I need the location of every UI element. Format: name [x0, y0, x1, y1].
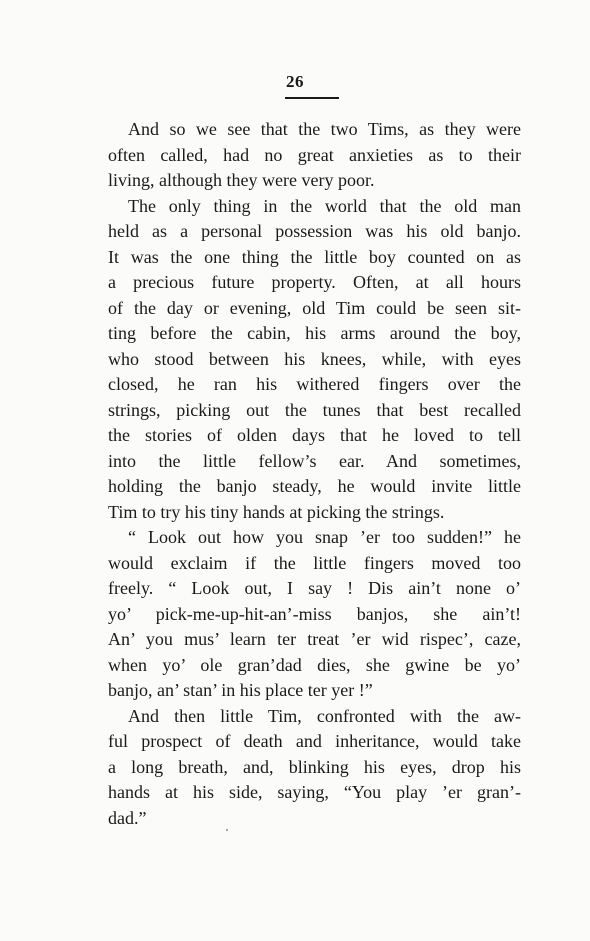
text-line: It was the one thing the little boy counted on as: [108, 246, 521, 267]
paper-speck: [226, 829, 228, 831]
text-line: who stood between his knees, while, with eyes: [108, 348, 521, 369]
text-line: into the little fellow’s ear. And sometimes,: [108, 450, 521, 471]
text-line: a precious future property. Often, at all hours: [108, 272, 521, 292]
text-line: banjo, an’ stan’ in his place ter yer !”: [108, 680, 373, 700]
text-line: And so we see that the two Tims, as they were: [128, 119, 521, 139]
body-text: [108, 117, 521, 831]
text-line: of the day or evening, old Tim could be seen sit-: [108, 297, 521, 318]
text-line: closed, he ran his withered fingers over the: [108, 374, 521, 394]
text-line: strings, picking out the tunes that best recalled: [108, 399, 521, 420]
text-line: hands at his side, saying, “You play ’er gran’-: [108, 782, 521, 802]
text-line: dad.”: [108, 807, 147, 828]
text-line: An’ you mus’ learn ter treat ’er wid rispec’, caze,: [108, 629, 521, 649]
text-line: ting before the cabin, his arms around the boy,: [108, 323, 521, 343]
text-line: living, although they were very poor.: [108, 170, 375, 190]
text-line: Tim to try his tiny hands at picking the strings.: [108, 501, 445, 522]
text-line: ful prospect of death and inheritance, would take: [108, 731, 521, 751]
page-number: 26: [286, 72, 304, 91]
page-number-rule: [285, 97, 339, 99]
text-line: when yo’ ole gran’dad dies, she gwine be yo’: [108, 654, 521, 675]
text-line: The only thing in the world that the old man: [128, 195, 521, 216]
text-line: held as a personal possession was his old banjo.: [108, 221, 521, 241]
text-line: often called, had no great anxieties as to their: [108, 144, 521, 165]
text-line: a long breath, and, blinking his eyes, drop his: [108, 756, 521, 777]
text-line: yo’ pick-me-up-hit-an’-miss banjos, she ain’t!: [108, 603, 521, 624]
text-line: would exclaim if the little fingers moved too: [108, 552, 521, 573]
text-line: freely. “ Look out, I say ! Dis ain’t none o’: [108, 578, 521, 598]
text-line: And then little Tim, confronted with the aw-: [128, 705, 521, 726]
text-line: the stories of olden days that he loved to tell: [108, 425, 521, 445]
text-line: holding the banjo steady, he would invite little: [108, 476, 521, 496]
text-line: “ Look out how you snap ’er too sudden!” he: [128, 527, 521, 547]
